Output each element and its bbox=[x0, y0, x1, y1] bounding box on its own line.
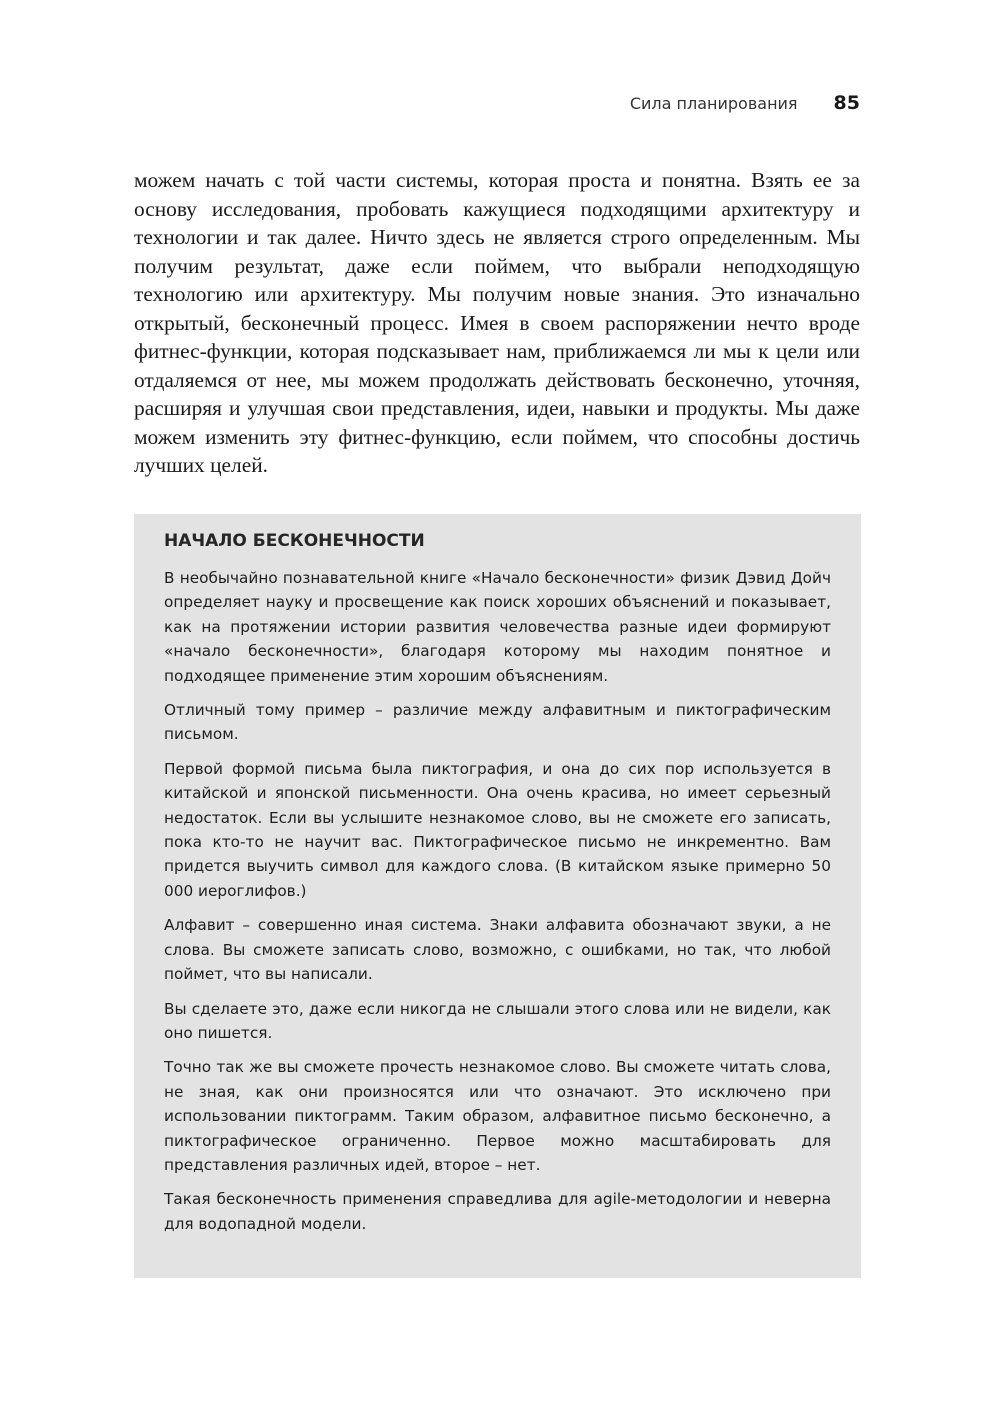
running-header bbox=[134, 92, 860, 118]
section-title: Сила планирования bbox=[629, 94, 798, 113]
sidebar-paragraph: Отличный тому пример – различие между алфавитным и пиктографическим письмом. bbox=[164, 701, 831, 744]
sidebar-paragraph: Точно так же вы сможете прочесть незнакомое слово. Вы сможете читать слова, не зная, как они произносятся или что означают. Это исключено при использовании пиктограмм. Таким образом, алфавитное письмо бесконечно, а пиктографическое ограниченно. Первое можно масштабировать для представления различных идей, второе – нет. bbox=[164, 1058, 831, 1174]
sidebar-box bbox=[134, 514, 861, 1278]
body-paragraph: можем начать с той части системы, которая проста и понятна. Взять ее за основу исследования, пробовать кажущиеся подходящими архитектуру и технологии и так далее. Ничто здесь не является строго определенным. Мы получим результат, даже если поймем, что выбрали неподходящую технологию или архитектуру. Мы получим новые знания. Это изначально открытый, бесконечный процесс. Имея в своем распоряжении нечто вроде фитнес-функции, которая подсказывает нам, приближаемся ли мы к цели или отдаляемся от нее, мы можем продолжать действовать бесконечно, уточняя, расширяя и улучшая свои представления, идеи, навыки и продукты. Мы даже можем изменить эту фитнес-функцию, если поймем, что способны достичь лучших целей. bbox=[134, 168, 860, 477]
sidebar-paragraph: Такая бесконечность применения справедлива для agile-методологии и неверна для водопадной модели. bbox=[164, 1190, 831, 1233]
page-number: 85 bbox=[833, 92, 860, 114]
sidebar-title: НАЧАЛО БЕСКОНЕЧНОСТИ bbox=[164, 531, 425, 551]
sidebar-paragraph: Вы сделаете это, даже если никогда не слышали этого слова или не видели, как оно пишется. bbox=[164, 999, 831, 1042]
sidebar-paragraph: В необычайно познавательной книге «Начало бесконечности» физик Дэвид Дойч определяет науку и просвещение как поиск хороших объяснений и показывает, как на протяжении истории развития человечества разные идеи формируют «начало бесконечности», благодаря которому мы находим понятное и подходящее применение этим хорошим объяснениям. bbox=[164, 569, 831, 685]
sidebar-paragraph: Первой формой письма была пиктография, и она до сих пор используется в китайской и японской письменности. Она очень красива, но имеет серьезный недостаток. Если вы услышите незнакомое слово, вы не сможете его записать, пока кто-то не научит вас. Пиктографическое письмо не инкрементно. Вам придется выучить символ для каждого слова. (В китайском языке примерно 50 000 иероглифов.) bbox=[164, 759, 831, 900]
sidebar-paragraph: Алфавит – совершенно иная система. Знаки алфавита обозначают звуки, а не слова. Вы сможете записать слово, возможно, с ошибками, но так, что любой поймет, что вы написали. bbox=[164, 916, 831, 984]
